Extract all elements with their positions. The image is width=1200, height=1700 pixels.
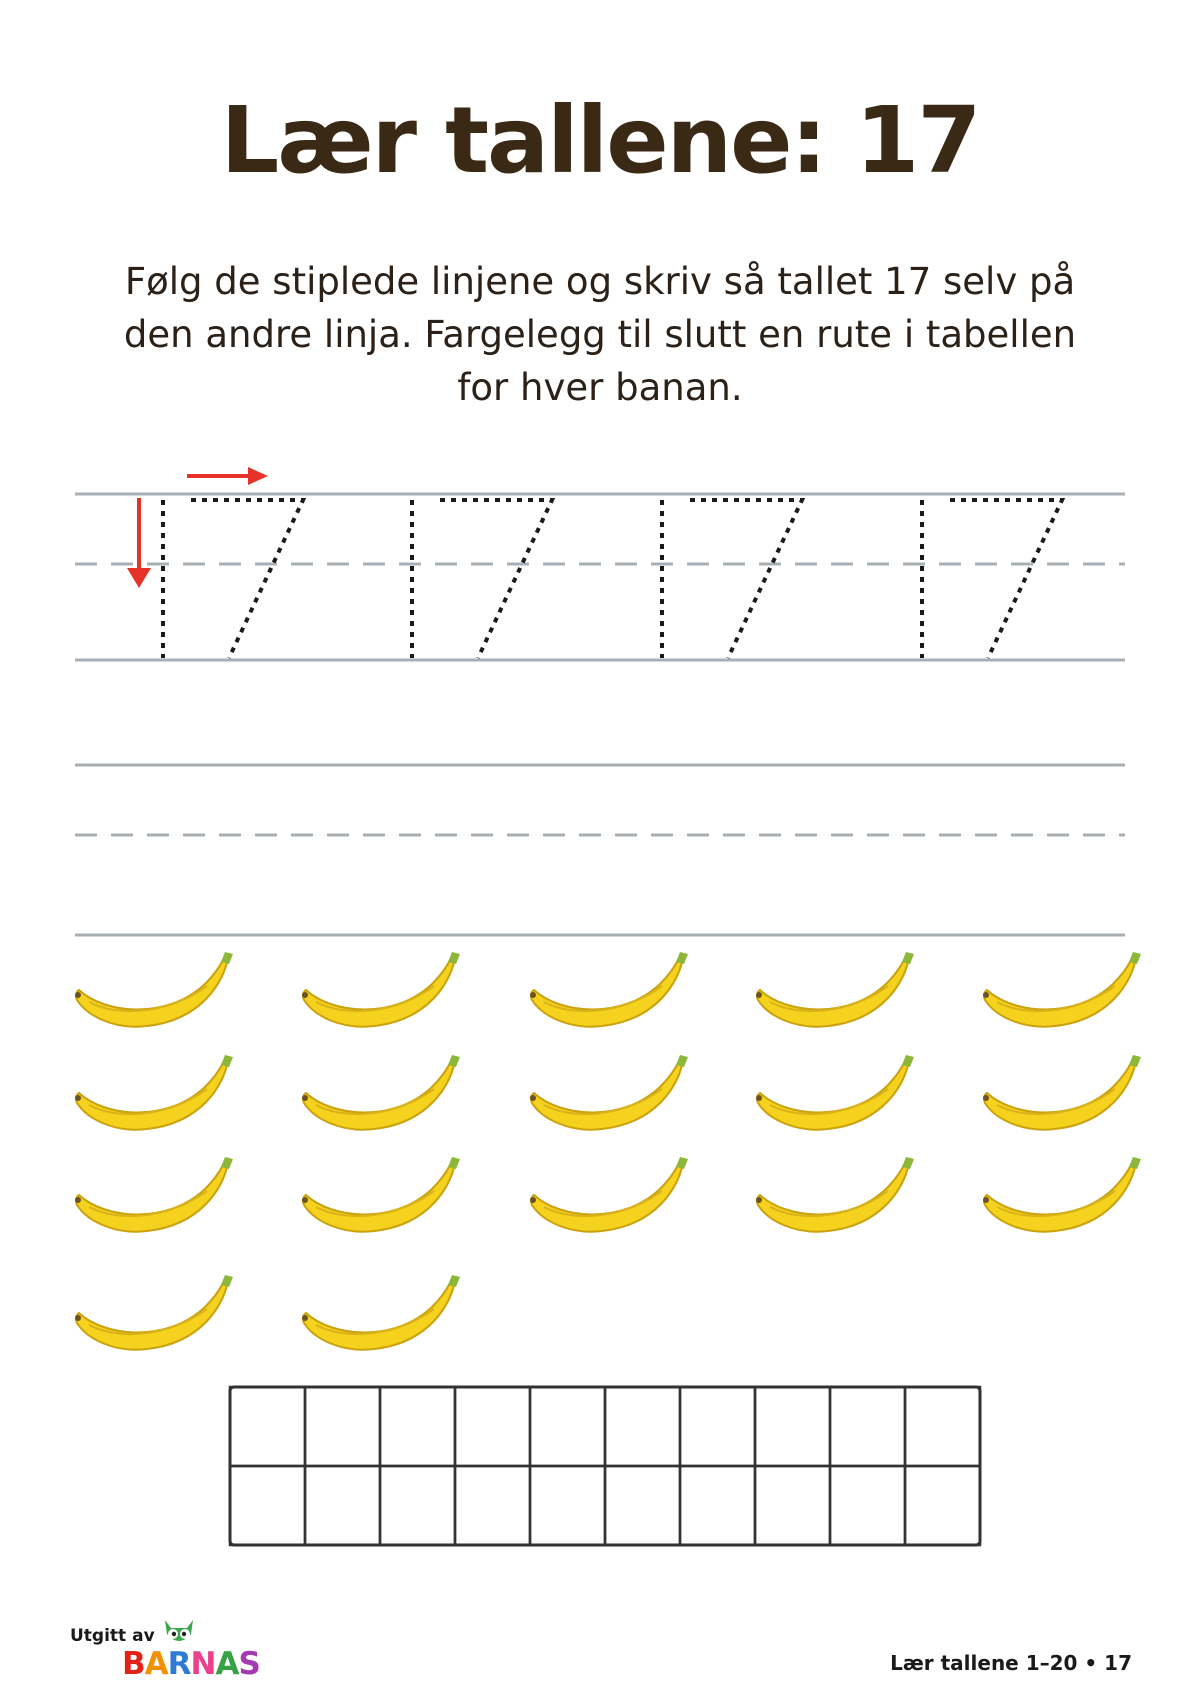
traced-digit-group — [922, 500, 1062, 658]
banana-icon — [756, 1055, 914, 1130]
traced-digit-group — [163, 500, 303, 658]
banana-icon — [302, 1157, 460, 1232]
banana-icon — [75, 1157, 233, 1232]
traced-seven — [690, 500, 802, 658]
banana-counting-group — [0, 950, 1200, 1360]
banana-icon — [530, 1157, 688, 1232]
instruction-line: for hver banan. — [457, 366, 743, 409]
traced-seven — [191, 500, 303, 658]
banana-icon — [302, 1275, 460, 1350]
publisher-prefix: Utgitt av — [70, 1626, 155, 1646]
banana-icon — [756, 1157, 914, 1232]
instructions — [80, 255, 1120, 414]
banana-icon — [75, 952, 233, 1027]
instruction-line: den andre linja. Fargelegg til slutt en rute i tabellen — [123, 313, 1077, 356]
traced-digit-group — [412, 500, 552, 658]
banana-icon — [530, 1055, 688, 1130]
banana-icon — [983, 1055, 1141, 1130]
banana-icon — [983, 952, 1141, 1027]
traced-seven — [440, 500, 552, 658]
banana-icon — [756, 952, 914, 1027]
banana-icon — [75, 1055, 233, 1130]
traced-seven — [950, 500, 1062, 658]
banana-icon — [302, 1055, 460, 1130]
ten-frame-grid[interactable] — [228, 1385, 988, 1550]
arrow-down-icon — [127, 498, 151, 588]
tracing-area — [0, 460, 1200, 690]
publisher-logo — [62, 1612, 272, 1682]
banana-icon — [983, 1157, 1141, 1232]
banana-icon — [75, 1275, 233, 1350]
practice-writing-area[interactable] — [0, 755, 1200, 945]
page-label: Lær tallene 1–20 • 17 — [890, 1651, 1132, 1675]
arrow-right-icon — [187, 467, 268, 485]
banana-icon — [302, 952, 460, 1027]
banana-icon — [530, 952, 688, 1027]
traced-digit-group — [662, 500, 802, 658]
publisher-name: BARNAS — [122, 1646, 260, 1682]
page-title: Lær tallene: 17 — [220, 87, 980, 194]
instruction-line: Følg de stiplede linjene og skriv så tallet 17 selv på — [124, 260, 1076, 303]
